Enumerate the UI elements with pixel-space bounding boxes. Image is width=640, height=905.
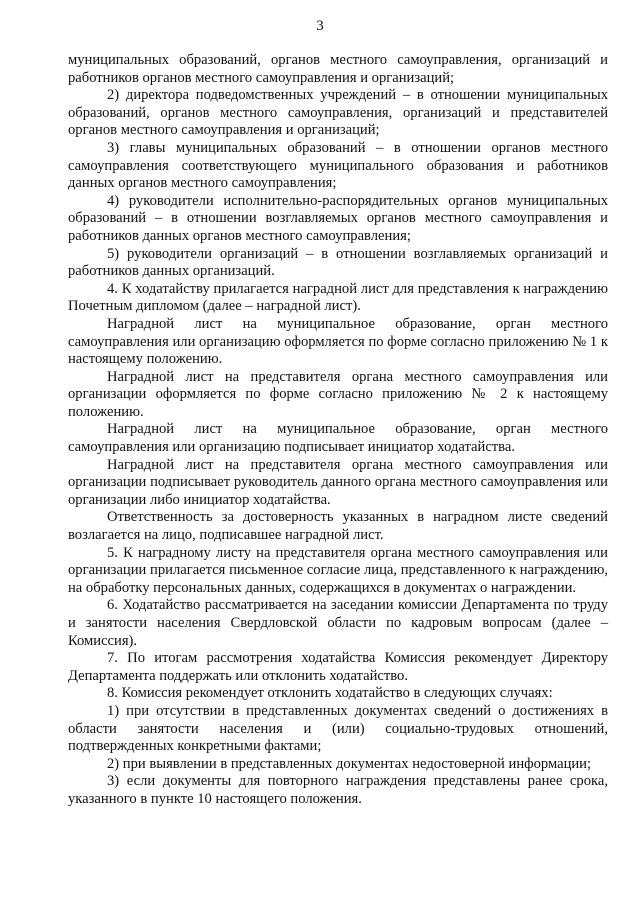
list-item: 5) руководители организаций – в отношении возглавляемых организаций и работников данных организаций.	[68, 245, 608, 280]
list-item: 1) при отсутствии в представленных документах сведений о достижениях в области занятости населения и (или) социально-трудовых отношений, подтвержденных конкретными фактами;	[68, 702, 608, 755]
paragraph: Ответственность за достоверность указанных в наградном листе сведений возлагается на лицо, подписавшее наградной лист.	[68, 509, 608, 544]
list-item: 4) руководители исполнительно-распорядительных органов муниципальных образований – в отношении возглавляемых органов местного самоуправления и работников данных органов местного самоуправления;	[68, 192, 608, 244]
paragraph: 8. Комиссия рекомендует отклонить ходатайство в следующих случаях:	[107, 685, 553, 702]
paragraph: Наградной лист на представителя органа местного самоуправления или организации подписывает руководитель данного органа местного самоуправления или организации либо инициатор ходатайства.	[68, 456, 608, 508]
paragraph: 5. К наградному листу на представителя органа местного самоуправления или организации прилагается письменное согласие лица, представленного к награждению, на обработку персональных данных, содержащихся в документах о награждении.	[68, 544, 608, 596]
list-item: 3) если документы для повторного награждения представлены ранее срока, указанного в пункте 10 настоящего положения.	[68, 773, 608, 807]
list-item: 2) директора подведомственных учреждений – в отношении муниципальных образований, органов местного самоуправления, организаций и представителей органов местного самоуправления и организаций;	[68, 87, 608, 139]
paragraph: 7. По итогам рассмотрения ходатайства Комиссия рекомендует Директору Департамента поддержать или отклонить ходатайство.	[68, 650, 608, 684]
document-body	[68, 52, 608, 809]
list-item: 3) главы муниципальных образований – в отношении органов местного самоуправления соответствующего муниципального образования и работников данных органов местного самоуправления;	[68, 139, 608, 192]
paragraph: Наградной лист на муниципальное образование, орган местного самоуправления или организацию оформляется по форме согласно приложению № 1 к настоящему положению.	[68, 315, 608, 368]
paragraph: Наградной лист на муниципальное образование, орган местного самоуправления или организацию подписывает инициатор ходатайства.	[68, 421, 608, 456]
paragraph: 4. К ходатайству прилагается наградной лист для представления к награждению Почетным дипломом (далее – наградной лист).	[68, 280, 608, 315]
page-number: 3	[316, 18, 324, 34]
paragraph: муниципальных образований, органов местного самоуправления, организаций и работников органов местного самоуправления и организаций;	[68, 52, 608, 86]
paragraph: 6. Ходатайство рассматривается на заседании комиссии Департамента по труду и занятости населения Свердловской области по кадровым вопросам (далее – Комиссия).	[68, 597, 608, 649]
list-item: 2) при выявлении в представленных документах недостоверной информации;	[107, 755, 592, 772]
paragraph: Наградной лист на представителя органа местного самоуправления или организации оформляется по форме согласно приложению № 2 к настоящему положению.	[68, 368, 608, 420]
